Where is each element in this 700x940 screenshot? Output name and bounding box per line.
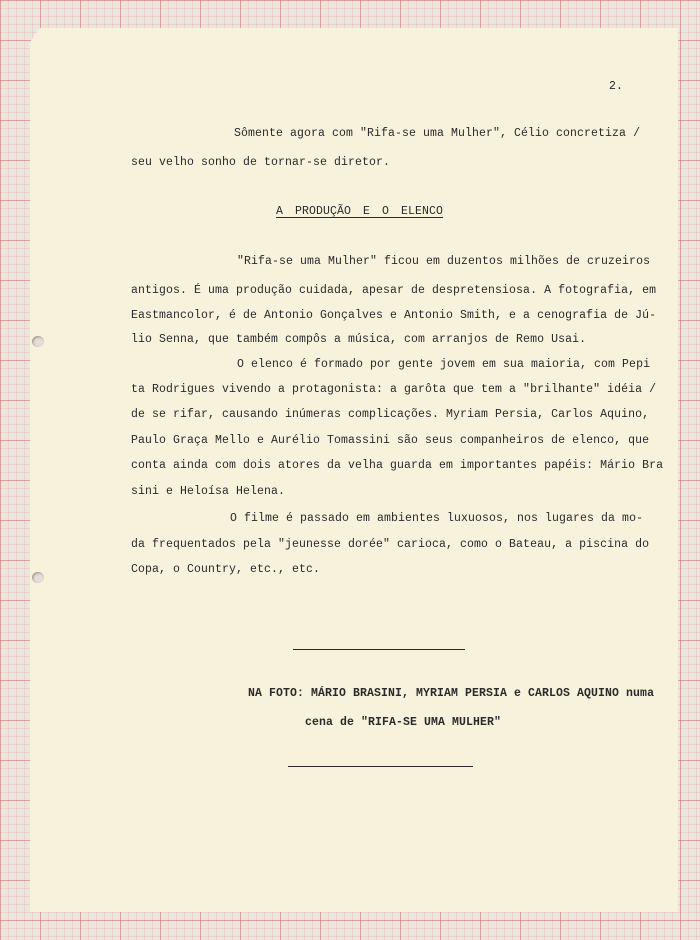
body-line: O elenco é formado por gente jovem em sua maioria, com Pepi: [237, 358, 651, 371]
body-line: de se rifar, causando inúmeras complicações. Myriam Persia, Carlos Aquino,: [131, 408, 650, 421]
section-heading: A PRODUÇÃO E O ELENCO: [276, 205, 444, 218]
body-line: antigos. É uma produção cuidada, apesar de despretensiosa. A fotografia, em: [131, 284, 657, 297]
body-line: O filme é passado em ambientes luxuosos, nos lugares da mo-: [230, 512, 644, 525]
body-line: ta Rodrigues vivendo a protagonista: a garôta que tem a "brilhante" idéia /: [131, 383, 657, 396]
body-line: Copa, o Country, etc., etc.: [131, 563, 321, 576]
punch-hole: [32, 572, 44, 583]
intro-line: Sômente agora com "Rifa-se uma Mulher", Célio concretiza /: [234, 127, 641, 140]
punch-hole: [32, 336, 44, 347]
divider-line: [288, 766, 473, 767]
body-line: sini e Heloísa Helena.: [131, 485, 286, 498]
page-number: 2.: [609, 80, 624, 93]
body-line: lio Senna, que também compôs a música, com arranjos de Remo Usai.: [131, 333, 587, 346]
body-line: Paulo Graça Mello e Aurélio Tomassini são seus companheiros de elenco, que: [131, 434, 650, 447]
body-line: Eastmancolor, é de Antonio Gonçalves e Antonio Smith, e a cenografia de Jú-: [131, 309, 657, 322]
intro-line: seu velho sonho de tornar-se diretor.: [131, 156, 391, 169]
photo-caption-line: cena de "RIFA-SE UMA MULHER": [305, 716, 502, 729]
photo-caption-line: NA FOTO: MÁRIO BRASINI, MYRIAM PERSIA e CARLOS AQUINO numa: [248, 687, 655, 700]
body-line: "Rifa-se uma Mulher" ficou em duzentos milhões de cruzeiros: [237, 255, 651, 268]
body-line: da frequentados pela "jeunesse dorée" carioca, como o Bateau, a piscina do: [131, 538, 650, 551]
body-line: conta ainda com dois atores da velha guarda em importantes papéis: Mário Bra: [131, 459, 664, 472]
divider-line: [293, 649, 465, 650]
